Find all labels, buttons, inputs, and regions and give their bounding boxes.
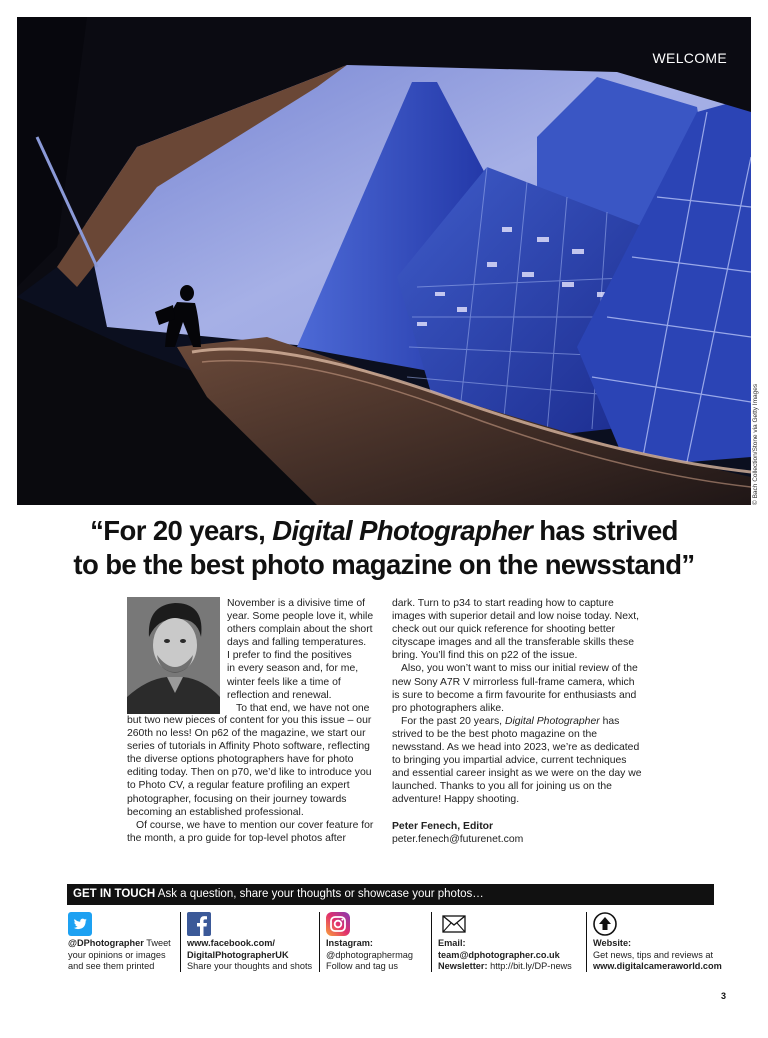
paragraph: Of course, we have to mention our cover feature for the month, a pro guide for top-level photos after [127, 819, 374, 844]
paragraph: Also, you won’t want to miss our initial review of the new Sony A7R V mirrorless full-frame camera, which is sure to become a firm favourite for enthusiasts and pro photographers alike. [392, 663, 638, 714]
website-label: Website: [593, 938, 632, 948]
divider [586, 912, 587, 972]
portrait-illustration [127, 597, 220, 714]
divider [319, 912, 320, 972]
envelope-icon[interactable] [438, 912, 470, 936]
facebook-url-line1[interactable]: www.facebook.com/ [187, 938, 275, 948]
wrap-line: winter feels like a time of [227, 676, 341, 688]
contact-facebook [187, 912, 315, 973]
facebook-text: Share your thoughts and shots [187, 961, 313, 972]
hero-photo [17, 17, 751, 505]
twitter-icon[interactable] [68, 912, 92, 936]
headline [30, 514, 738, 582]
contact-instagram [326, 912, 428, 973]
paragraph: dark. Turn to p34 to start reading how to capture images with superior detail and low noise today. Next, check out our quick reference for shooting better cityscape images and all the transferable skills these bring. You’ll find this on p22 of the issue. [392, 598, 640, 662]
wrap-line: others complain about the short [227, 624, 373, 636]
email-address[interactable]: team@dphotographer.co.uk [438, 949, 560, 960]
contact-email [438, 912, 583, 973]
editorial-column-1 [127, 714, 377, 845]
paragraph-pre: For the past 20 years, [401, 715, 505, 727]
headline-line1-pre: “For 20 years, [90, 515, 273, 546]
headline-line1-post: has strived [532, 515, 678, 546]
paragraph-post: has strived to be the best photo magazine on the newsstand. As we head into 2023, we’re as dedicated to bringing you impartial advice, current techniques and essential career insight as we were on the day we launched. Thanks to you all for joining us on the adventure! Happy shooting. [392, 715, 642, 806]
facebook-url-line2[interactable]: DigitalPhotographerUK [187, 949, 289, 960]
cityscape-illustration [17, 17, 751, 505]
wrap-line: I prefer to find the positives [227, 650, 352, 662]
get-in-touch-title: GET IN TOUCH [73, 888, 156, 900]
divider [180, 912, 181, 972]
get-in-touch-subtitle: Ask a question, share your thoughts or showcase your photos… [155, 888, 484, 900]
paragraph: but two new pieces of content for you this issue – our 260th no less! On p62 of the magazine, we start our series of tutorials in Affinity Photo software, reflecting the diverse options photographers have for photo editing today. Then on p70, we’d like to introduce you to Photo CV, a regular feature profiling an expert photographer, focusing on their journey towards becoming an established professional. [127, 715, 372, 818]
editor-email-link[interactable]: peter.fenech@futurenet.com [392, 833, 524, 845]
page-number: 3 [720, 991, 726, 1001]
wrap-line: days and falling temperatures. [227, 637, 367, 649]
headline-magazine-name: Digital Photographer [272, 515, 533, 546]
contact-twitter [68, 912, 174, 973]
arrow-up-icon[interactable] [593, 912, 617, 936]
editorial-column-2 [392, 597, 644, 846]
website-url[interactable]: www.digitalcameraworld.com [593, 961, 722, 972]
wrap-line: year. Some people love it, while [227, 611, 374, 623]
get-in-touch-bar [67, 884, 714, 905]
instagram-icon[interactable] [326, 912, 350, 936]
section-label: WELCOME [652, 50, 727, 66]
photo-credit: © Bach Collection/Stone via Getty Images [752, 383, 759, 505]
website-text: Get news, tips and reviews at [593, 949, 714, 960]
editor-name: Peter Fenech, Editor [392, 820, 494, 832]
email-label: Email: [438, 938, 466, 948]
newsletter-url[interactable]: http://bit.ly/DP-news [487, 961, 572, 972]
wrap-line: in every season and, for me, [227, 663, 359, 675]
twitter-handle[interactable]: @DPhotographer [68, 938, 144, 948]
signature [392, 820, 644, 846]
divider [431, 912, 432, 972]
paragraph [392, 715, 644, 807]
wrap-line: reflection and renewal. [227, 689, 332, 701]
instagram-text: Follow and tag us [326, 961, 399, 972]
instagram-handle[interactable]: @dphotographermag [326, 949, 413, 960]
newsletter-label: Newsletter: [438, 961, 488, 972]
contact-website [593, 912, 722, 973]
headline-line2: to be the best photo magazine on the newsstand” [73, 549, 695, 580]
wrap-line: November is a divisive time of [227, 598, 366, 609]
twitter-text: Tweet your opinions or images and see them printed [68, 938, 171, 972]
magazine-name: Digital Photographer [504, 715, 600, 727]
editor-portrait [127, 597, 220, 714]
wrap-line: To that end, we have not one [236, 702, 370, 714]
editorial-wrap-text [227, 597, 377, 715]
instagram-label: Instagram: [326, 938, 373, 948]
facebook-icon[interactable] [187, 912, 211, 936]
